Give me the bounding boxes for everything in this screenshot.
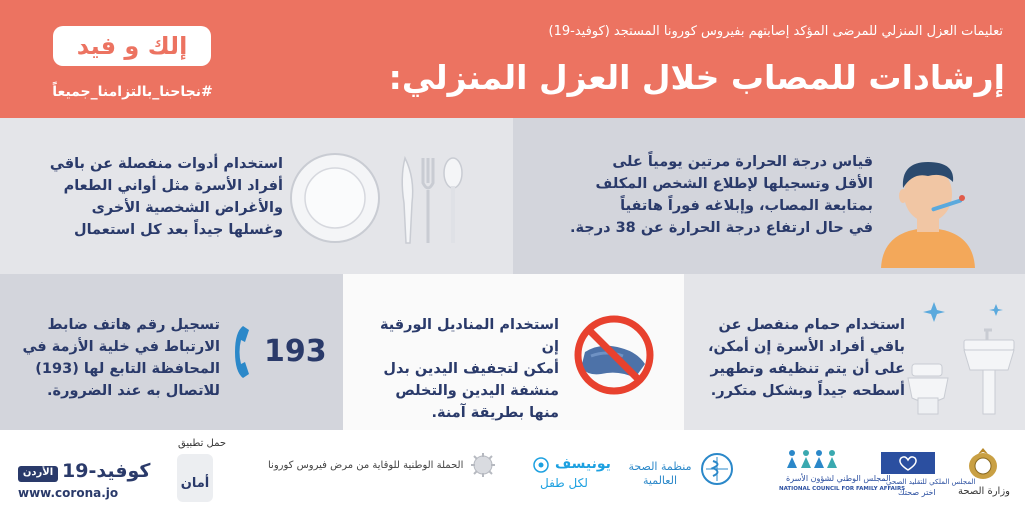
jordan-badge-label: الأردن bbox=[22, 467, 54, 478]
hotline-number: 193 bbox=[264, 334, 327, 369]
plate-cutlery-icon bbox=[290, 148, 470, 248]
header-subtitle: تعليمات العزل المنزلي للمرضى المؤكد إصابتهم بفيروس كورونا المستجد (كوفيد-19) bbox=[548, 24, 1003, 39]
panel-tissues bbox=[343, 274, 684, 430]
aman-app-label: أمان bbox=[180, 476, 210, 491]
header-title: إرشادات للمصاب خلال العزل المنزلي: bbox=[388, 58, 1005, 97]
no-towel-icon bbox=[571, 312, 657, 398]
who-label: منظمة الصحة العالمية bbox=[628, 460, 692, 487]
temperature-line: في حال ارتفاع درجة الحرارة عن 38 درجة. bbox=[569, 220, 873, 236]
bathroom-line: أسطحه جيداً وبشكل متكرر. bbox=[710, 383, 905, 399]
hotline-line: المحافظة التابع لها (193) bbox=[35, 361, 220, 377]
choose-health-label: اختر صحتك bbox=[898, 488, 936, 497]
website-label[interactable]: www.corona.jo bbox=[18, 486, 119, 500]
heart-icon bbox=[881, 452, 935, 474]
campaign-logo-text: إلك و فيد bbox=[76, 32, 188, 60]
hotline-line: الارتباط في خلية الأزمة في bbox=[22, 339, 220, 355]
family-council-label: المجلس الوطني لشؤون الأسرة bbox=[786, 474, 891, 483]
panel-temperature bbox=[513, 118, 1025, 274]
campaign-hashtag: #نجاحنا_بالتزامنا_جميعاً bbox=[52, 84, 213, 100]
campaign-logo bbox=[53, 26, 211, 66]
aman-app-icon bbox=[177, 454, 213, 502]
bathroom-line: على أن يتم تنظيفه وتطهير bbox=[710, 361, 905, 377]
unicef-sub-label: لكل طفل bbox=[540, 476, 588, 490]
tissues-line: استخدام المناديل الورقية إن bbox=[379, 317, 559, 355]
unicef-label: يونيسف bbox=[555, 456, 611, 472]
family-council-en-label: NATIONAL COUNCIL FOR FAMILY AFFAIRS bbox=[779, 486, 906, 492]
utensils-line: وغسلها جيداً بعد كل استعمال bbox=[74, 222, 283, 238]
campaign-label: الحملة الوطنية للوقاية من مرض فيروس كورونا bbox=[268, 460, 464, 471]
family-council-icon bbox=[782, 448, 842, 470]
tissues-line: منشفة اليدين والتخلص bbox=[395, 383, 559, 399]
utensils-line: استخدام أدوات منفصلة عن باقي bbox=[49, 156, 283, 172]
footer-logos bbox=[0, 430, 1025, 512]
who-emblem-icon bbox=[700, 452, 734, 486]
covid-brand-label: كوفيد-19 bbox=[62, 460, 151, 482]
bathroom-line: باقي أفراد الأسرة إن أمكن، bbox=[707, 339, 905, 355]
utensils-line: أفراد الأسرة مثل أواني الطعام bbox=[63, 178, 283, 194]
hotline-line: تسجيل رقم هاتف ضابط bbox=[47, 317, 220, 333]
panel-hotline bbox=[0, 274, 343, 430]
tissues-line: منها بطريقة آمنة. bbox=[431, 405, 559, 421]
tissues-line: أمكن لتجفيف اليدين بدل bbox=[383, 361, 559, 377]
royal-council-label: المجلس الملكي للتقليد الصحي bbox=[886, 478, 976, 486]
temperature-line: بمتابعة المصاب، وإبلاغه فوراً هاتفياً bbox=[620, 198, 873, 214]
panel-bathroom bbox=[684, 274, 1025, 430]
header-banner bbox=[0, 0, 1025, 118]
temperature-line: الأقل وتسجيلها لإطلاع الشخص المكلف bbox=[595, 176, 873, 192]
temperature-line: قياس درجة الحرارة مرتين يومياً على bbox=[612, 154, 873, 170]
hotline-line: للاتصال به عند الضرورة. bbox=[47, 383, 220, 399]
royal-council-logo bbox=[881, 452, 935, 474]
toilet-sink-icon bbox=[904, 294, 1019, 419]
person-thermometer-icon bbox=[873, 148, 983, 268]
unicef-emblem-icon bbox=[533, 457, 549, 473]
utensils-line: والأغراض الشخصية الأخرى bbox=[91, 200, 283, 216]
aman-download-label: حمل تطبيق bbox=[178, 438, 227, 449]
virus-icon bbox=[470, 452, 496, 478]
ministry-label: وزارة الصحة bbox=[958, 486, 1010, 497]
jordan-badge bbox=[18, 466, 58, 482]
panel-utensils bbox=[0, 118, 513, 274]
bathroom-line: استخدام حمام منفصل عن bbox=[718, 317, 905, 333]
jordan-emblem-icon bbox=[966, 446, 1000, 482]
